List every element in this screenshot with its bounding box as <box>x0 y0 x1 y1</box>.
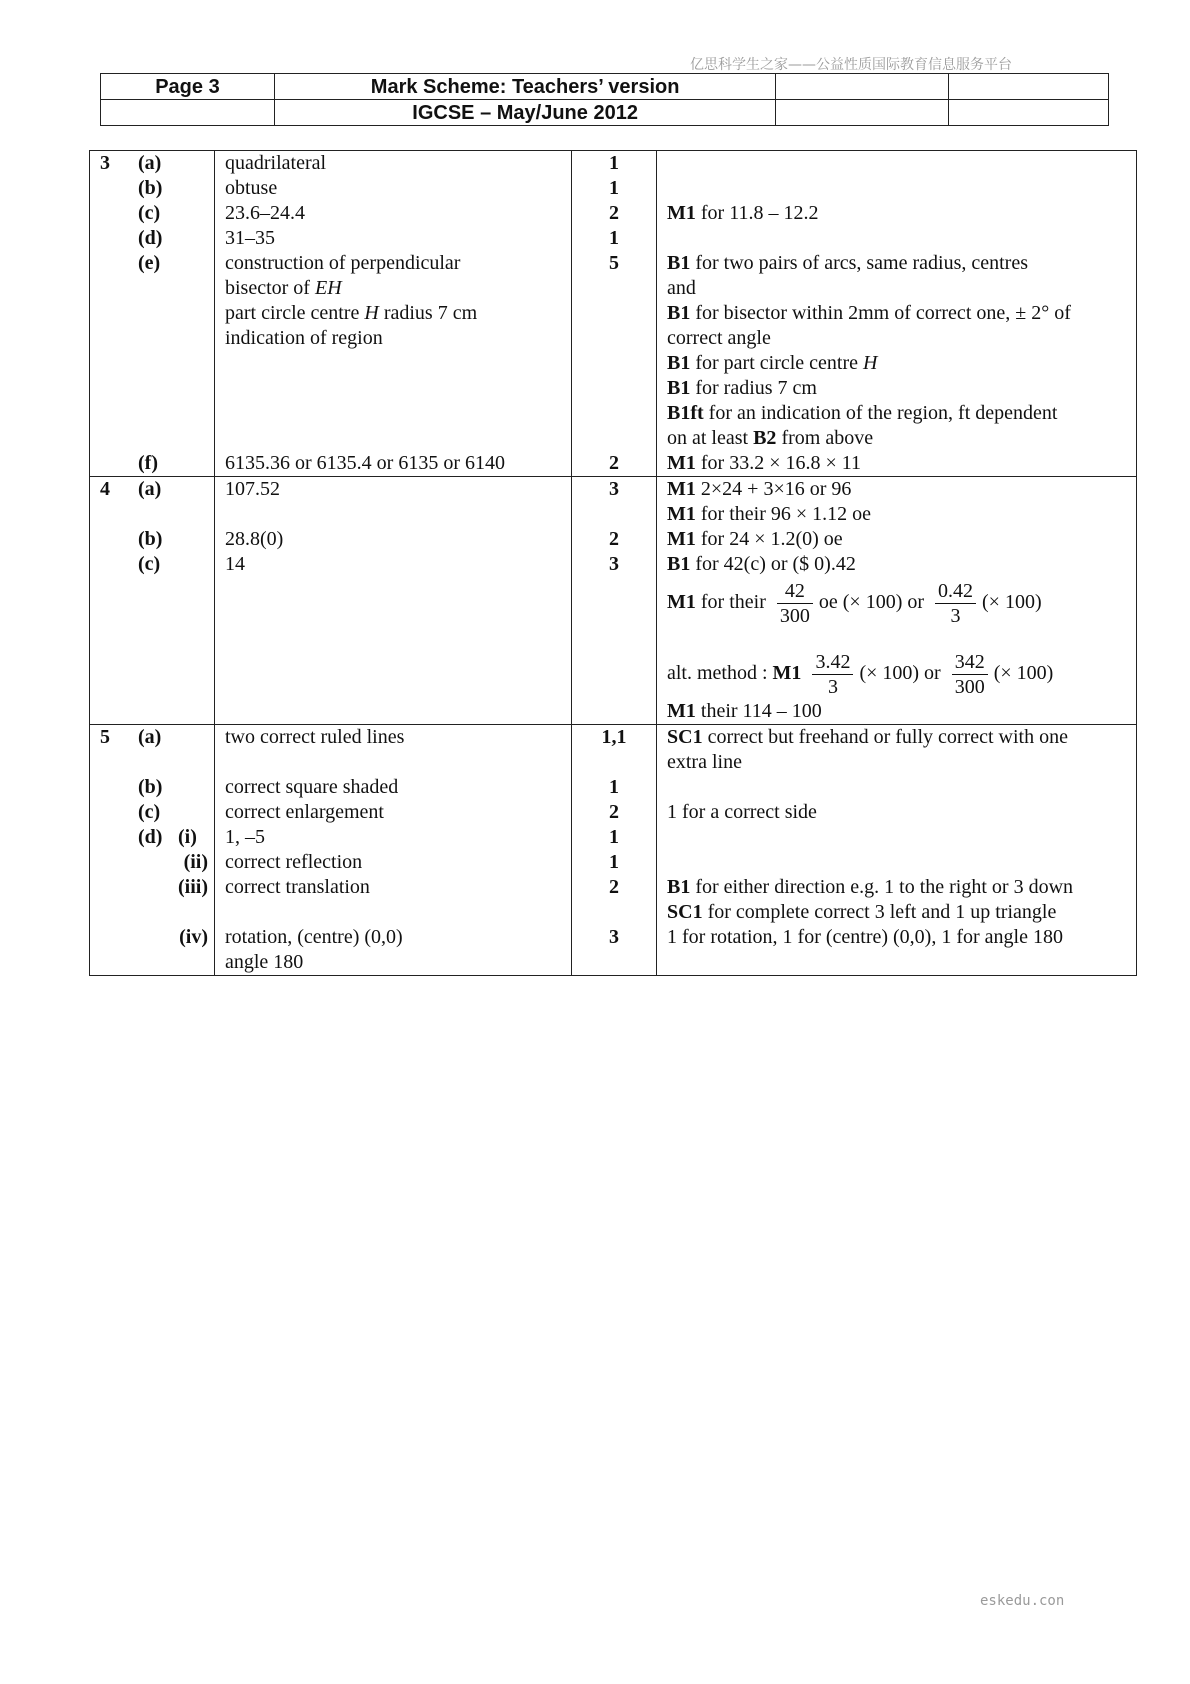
table-row: (f) 6135.36 or 6135.4 or 6135 or 6140 2 M1 for 33.2 × 16.8 × 11 <box>90 451 1137 477</box>
fraction: $\frac{42}{300}$ <box>777 579 813 628</box>
fraction: $\frac{342}{300}$ <box>952 650 988 699</box>
table-row: (e) construction of perpendicular bisector of EH part circle centre H radius 7 cm indication of region 5 B1 for two pairs of arcs, same radius, centres and B1 for bisector within 2mm of correct one, ± 2° of correct angle B1 for part circle centre H B1 for radius 7 cm B1ft for an indication of the region, ft dependent on at least B2 from above <box>90 251 1137 451</box>
table-row: 5 (a) two correct ruled lines 1,1 SC1 correct but freehand or fully correct with one extra line <box>90 725 1137 776</box>
table-row: (iii) correct translation 2 B1 for either direction e.g. 1 to the right or 3 down SC1 for complete correct 3 left and 1 up triangle <box>90 875 1137 925</box>
table-row: (c) 14 3 B1 for 42(c) or ($ 0).42 M1 for their $\frac{42}{300}$ oe (× 100) or $\frac{0.42}{3}$ (× 100) alt. method : M1 $\frac{3.42}{3}$ (× 100) or $\frac{342}{300}$ (× 100) M1 their 114 – 100 <box>90 552 1137 725</box>
watermark-top: 亿思科学生之家——公益性质国际教育信息服务平台 <box>690 57 1012 73</box>
table-row: (b) correct square shaded 1 <box>90 775 1137 800</box>
question-number: 3 <box>100 152 110 174</box>
table-row: 4 (a) 107.52 3 M1 2×24 + 3×16 or 96 M1 for their 96 × 1.12 oe <box>90 477 1137 528</box>
fraction: $\frac{3.42}{3}$ <box>812 650 853 699</box>
page-number: Page 3 <box>101 74 275 100</box>
table-row: (c) correct enlargement 2 1 for a correct side <box>90 800 1137 825</box>
table-row: (c) 23.6–24.4 2 M1 for 11.8 – 12.2 <box>90 201 1137 226</box>
table-row: 3 (a) quadrilateral 1 <box>90 151 1137 177</box>
exam-subtitle: IGCSE – May/June 2012 <box>274 100 775 126</box>
watermark-bottom: eskedu.con <box>980 1593 1065 1609</box>
fraction: $\frac{0.42}{3}$ <box>935 579 976 628</box>
table-row: (d) (i) 1, –5 1 <box>90 825 1137 850</box>
table-row: (d) 31–35 1 <box>90 226 1137 251</box>
table-row: (iv) rotation, (centre) (0,0) angle 180 3 1 for rotation, 1 for (centre) (0,0), 1 for angle 180 <box>90 925 1137 976</box>
header-table <box>100 73 1109 126</box>
question-number: 4 <box>100 478 110 500</box>
question-number: 5 <box>100 726 110 748</box>
table-row: (b) 28.8(0) 2 M1 for 24 × 1.2(0) oe <box>90 527 1137 552</box>
table-row: (b) obtuse 1 <box>90 176 1137 201</box>
mark-scheme-table <box>89 150 1137 976</box>
table-row: (ii) correct reflection 1 <box>90 850 1137 875</box>
page-title: Mark Scheme: Teachers’ version <box>274 74 775 100</box>
